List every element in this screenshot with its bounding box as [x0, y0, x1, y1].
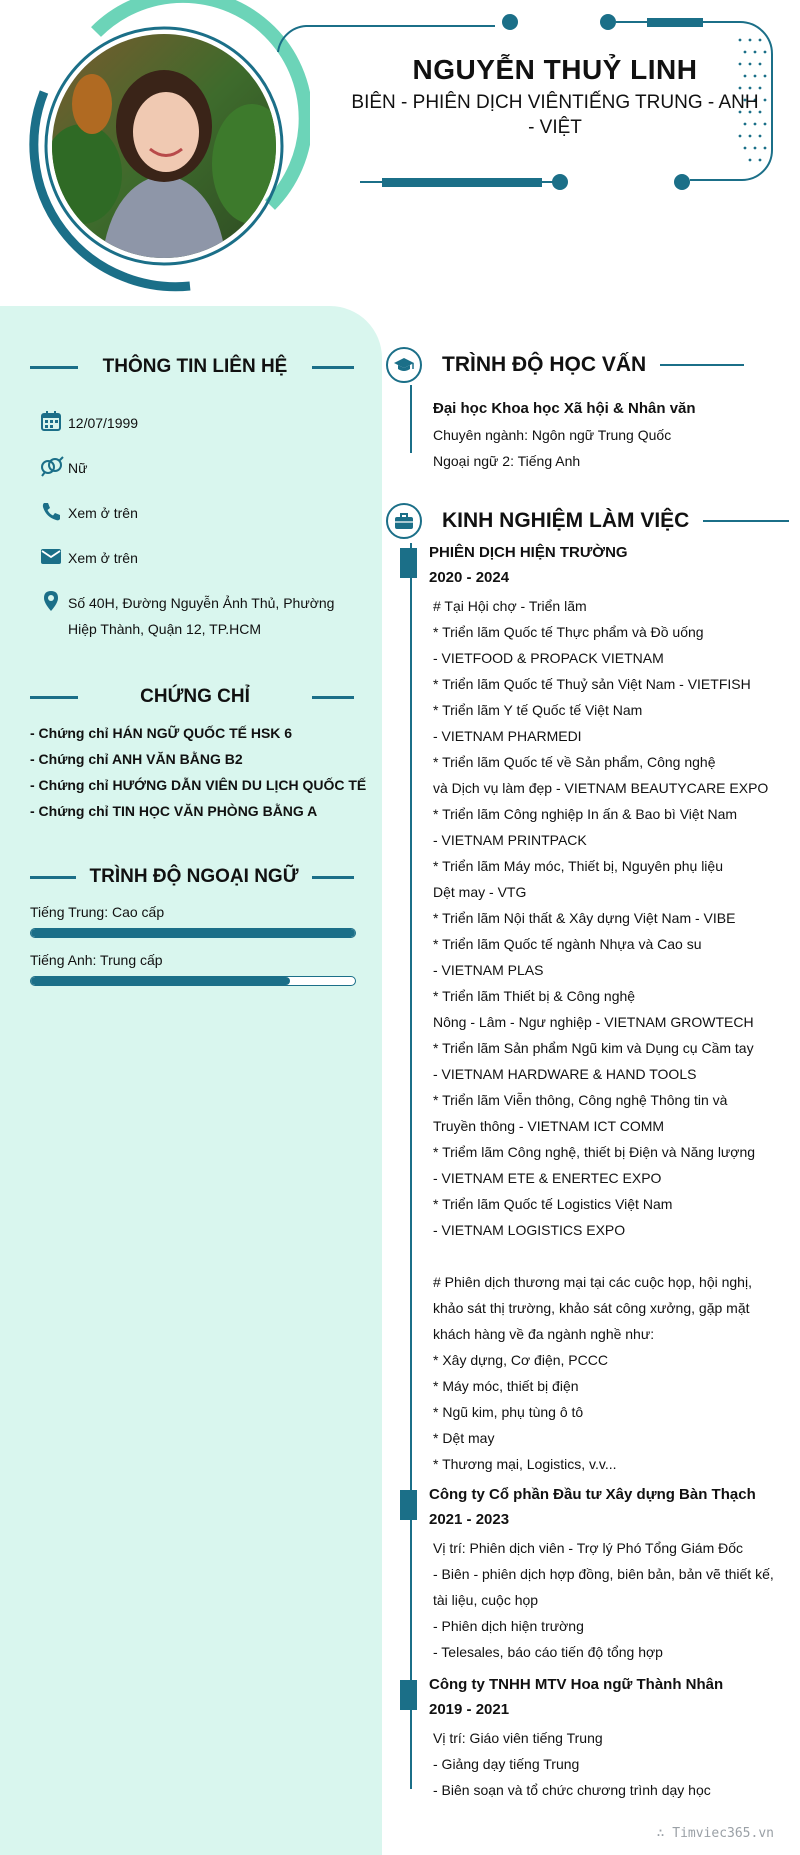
job-description-line: - VIETNAM ETE & ENERTEC EXPO: [433, 1170, 662, 1186]
contact-birthday: [40, 410, 138, 436]
candidate-title: BIÊN - PHIÊN DỊCH VIÊNTIẾNG TRUNG - ANH - VIỆT: [351, 92, 759, 138]
job-description: [433, 593, 780, 1477]
job-description-line: Vị trí: Giáo viên tiếng Trung: [433, 1730, 603, 1746]
phone-icon: [40, 500, 66, 522]
education-timeline-line: [410, 385, 412, 453]
job-description-line: * Triển lãm Công nghiệp In ấn & Bao bì Việt Nam: [433, 806, 738, 822]
certificates-list: [30, 720, 370, 824]
job-description-line: Vị trí: Phiên dịch viên - Trợ lý Phó Tổng Giám Đốc: [433, 1540, 744, 1556]
experience-job: [400, 1482, 780, 1665]
certificates-heading-text: CHỨNG CHỈ: [140, 686, 250, 707]
contact-gender: [40, 455, 87, 481]
certificate-item: - Chứng chỉ HÁN NGỮ QUỐC TẾ HSK 6: [30, 725, 293, 741]
graduation-cap-icon: [386, 347, 422, 383]
job-description-line: - Biên - phiên dịch hợp đồng, biên bản, bản vẽ thiết kế,: [433, 1566, 774, 1582]
job-description-line: - VIETFOOD & PROPACK VIETNAM: [433, 650, 664, 666]
job-marker: [400, 1680, 417, 1710]
job-description-line: Truyền thông - VIETNAM ICT COMM: [433, 1118, 665, 1134]
birthday-value: 12/07/1999: [68, 415, 139, 431]
education-heading-text: TRÌNH ĐỘ HỌC VẤN: [442, 353, 647, 376]
job-description-line: * Triển lãm Quốc tế Thực phẩm và Đồ uống: [433, 624, 704, 640]
left-column-background: [0, 306, 382, 1855]
job-description-line: [433, 1243, 780, 1269]
job-description-line: - VIETNAM PLAS: [433, 962, 544, 978]
watermark: ∴ Timviec365.vn: [656, 1826, 774, 1841]
job-description-line: * Triển lãm Quốc tế Thuỷ sản Việt Nam - VIETFISH: [433, 676, 751, 692]
education-heading: [386, 347, 744, 383]
language-level-bar: [30, 928, 356, 938]
contact-address: [40, 590, 368, 642]
job-description-line: - Giảng dạy tiếng Trung: [433, 1756, 580, 1772]
job-description-line: - VIETNAM PHARMEDI: [433, 728, 582, 744]
job-description-line: * Triển lãm Viễn thông, Công nghệ Thông tin và: [433, 1092, 728, 1108]
job-description-line: - Phiên dịch hiện trường: [433, 1618, 584, 1634]
job-description-line: # Phiên dịch thương mại tại các cuộc họp, hội nghị,: [433, 1274, 752, 1290]
language-label: Tiếng Anh: Trung cấp: [30, 952, 163, 968]
experience-job: [400, 540, 780, 1477]
education-second-language: Ngoại ngữ 2: Tiếng Anh: [433, 453, 581, 469]
language-label: Tiếng Trung: Cao cấp: [30, 904, 165, 920]
gender-icon: [40, 455, 66, 477]
job-description-line: * Triển lãm Quốc tế ngành Nhựa và Cao su: [433, 936, 702, 952]
certificate-item: - Chứng chỉ TIN HỌC VĂN PHÒNG BẰNG A: [30, 803, 318, 819]
job-description: [433, 1535, 780, 1665]
contact-heading: [30, 356, 354, 378]
job-description-line: khảo sát thị trường, khảo sát công xưởng, gặp mặt: [433, 1300, 750, 1316]
address-value: Số 40H, Đường Nguyễn Ảnh Thủ, Phường Hiệp Thành, Quận 12, TP.HCM: [68, 595, 335, 637]
job-title: Công ty Cổ phần Đầu tư Xây dựng Bàn Thạch: [429, 1486, 756, 1503]
job-dates: 2021 - 2023: [429, 1511, 510, 1528]
email-icon: [40, 545, 66, 567]
calendar-icon: [40, 410, 66, 432]
certificate-item: - Chứng chỉ ANH VĂN BẰNG B2: [30, 751, 243, 767]
job-description-line: * Máy móc, thiết bị điện: [433, 1378, 579, 1394]
experience-heading: [386, 503, 789, 539]
job-dates: 2020 - 2024: [429, 569, 510, 586]
job-title: PHIÊN DỊCH HIỆN TRƯỜNG: [429, 544, 628, 561]
job-description: [433, 1725, 780, 1803]
experience-job: [400, 1672, 780, 1803]
job-description-line: * Thương mại, Logistics, v.v...: [433, 1456, 617, 1472]
job-description-line: * Triển lãm Nội thất & Xây dựng Việt Nam - VIBE: [433, 910, 736, 926]
languages-heading-text: TRÌNH ĐỘ NGOẠI NGỮ: [89, 866, 299, 887]
education-school: Đại học Khoa học Xã hội & Nhân văn: [433, 400, 696, 417]
job-description-line: * Xây dựng, Cơ điện, PCCC: [433, 1352, 608, 1368]
contact-phone: [40, 500, 138, 526]
language-level-bar: [30, 976, 356, 986]
job-description-line: * Triển lãm Y tế Quốc tế Việt Nam: [433, 702, 643, 718]
contact-heading-text: THÔNG TIN LIÊN HỆ: [102, 356, 288, 377]
job-dates: 2019 - 2021: [429, 1701, 510, 1718]
job-marker: [400, 1490, 417, 1520]
gender-value: Nữ: [68, 460, 88, 476]
job-description-line: Nông - Lâm - Ngư nghiệp - VIETNAM GROWTECH: [433, 1014, 754, 1030]
phone-value: Xem ở trên: [68, 505, 138, 521]
candidate-name: NGUYỄN THUỶ LINH: [412, 54, 698, 85]
education-entry: [433, 396, 696, 474]
job-description-line: - VIETNAM LOGISTICS EXPO: [433, 1222, 626, 1238]
job-description-line: - VIETNAM PRINTPACK: [433, 832, 587, 848]
job-description-line: * Triểm lãm Công nghệ, thiết bị Điện và Năng lượng: [433, 1144, 756, 1160]
job-description-line: và Dịch vụ làm đẹp - VIETNAM BEAUTYCARE EXPO: [433, 780, 769, 796]
job-description-line: - Telesales, báo cáo tiến độ tổng hợp: [433, 1644, 663, 1660]
job-description-line: * Ngũ kim, phụ tùng ô tô: [433, 1404, 584, 1420]
job-description-line: khách hàng về đa ngành nghề như:: [433, 1326, 655, 1342]
language-level-fill: [31, 929, 355, 937]
job-description-line: # Tại Hội chợ - Triển lãm: [433, 598, 587, 614]
job-description-line: tài liệu, cuộc họp: [433, 1592, 539, 1608]
job-description-line: Dệt may - VTG: [433, 884, 527, 900]
contact-email: [40, 545, 138, 571]
job-marker: [400, 548, 417, 578]
job-description-line: - Biên soạn và tổ chức chương trình dạy học: [433, 1782, 711, 1798]
language-level-fill: [31, 977, 290, 985]
certificates-heading: [30, 686, 354, 708]
job-description-line: * Dệt may: [433, 1430, 495, 1446]
job-title: Công ty TNHH MTV Hoa ngữ Thành Nhân: [429, 1676, 724, 1693]
education-major: Chuyên ngành: Ngôn ngữ Trung Quốc: [433, 427, 672, 443]
job-description-line: * Triển lãm Thiết bị & Công nghệ: [433, 988, 636, 1004]
languages-heading: [30, 866, 354, 888]
briefcase-icon: [386, 503, 422, 539]
email-value: Xem ở trên: [68, 550, 138, 566]
job-description-line: * Triển lãm Máy móc, Thiết bị, Nguyên phụ liệu: [433, 858, 723, 874]
job-description-line: * Triển lãm Sản phẩm Ngũ kim và Dụng cụ Cầm tay: [433, 1040, 754, 1056]
experience-heading-text: KINH NGHIỆM LÀM VIỆC: [442, 509, 690, 532]
language-chinese: [30, 904, 356, 938]
language-english: [30, 952, 356, 986]
profile-photo: [52, 34, 276, 258]
job-description-line: * Triển lãm Quốc tế về Sản phẩm, Công nghệ: [433, 754, 716, 770]
location-icon: [40, 590, 66, 612]
job-description-line: * Triển lãm Quốc tế Logistics Việt Nam: [433, 1196, 673, 1212]
job-description-line: - VIETNAM HARDWARE & HAND TOOLS: [433, 1066, 697, 1082]
certificate-item: - Chứng chỉ HƯỚNG DẪN VIÊN DU LỊCH QUỐC TẾ: [30, 777, 367, 793]
